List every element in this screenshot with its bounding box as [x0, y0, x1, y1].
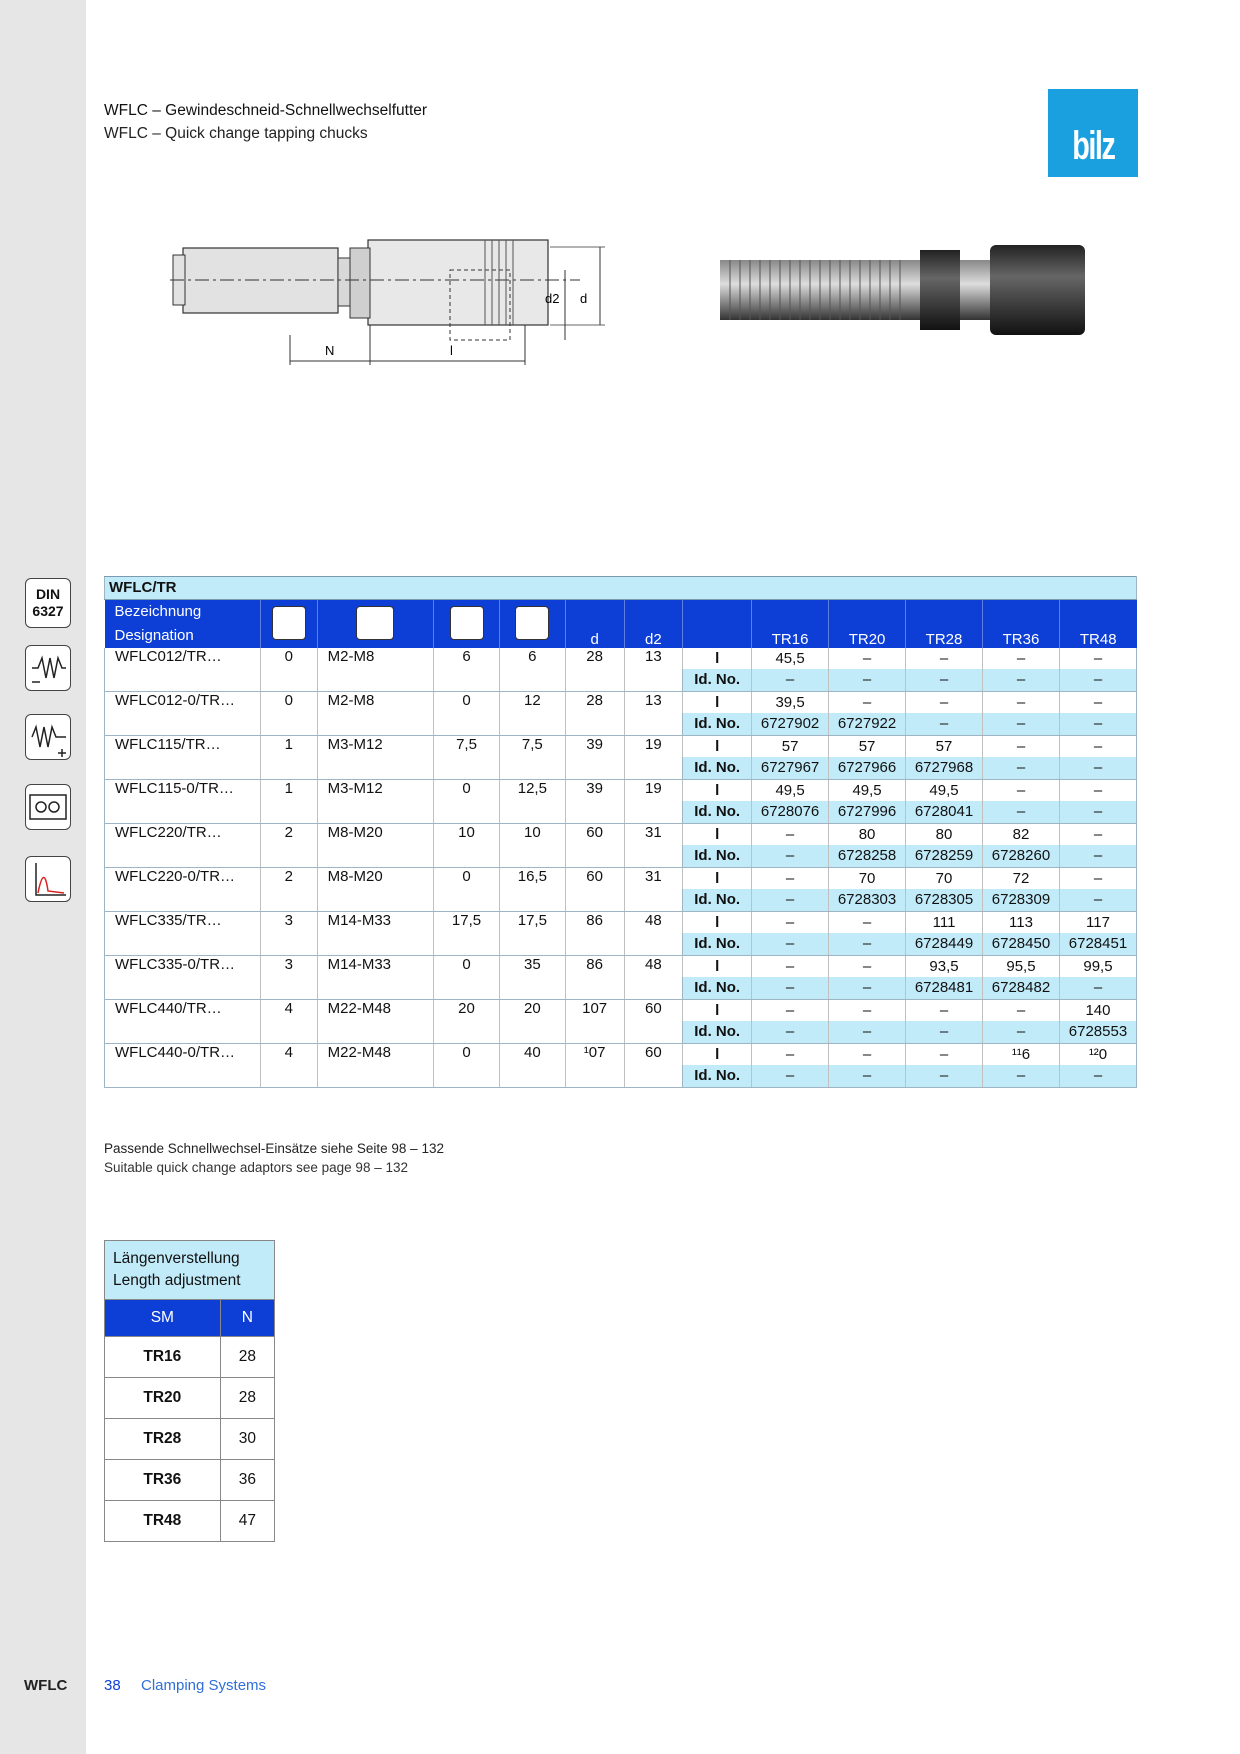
id-no-value: 6728259 — [906, 845, 983, 867]
footer-section: WFLC — [24, 1677, 68, 1694]
length-label: l — [683, 911, 752, 933]
id-no-value: – — [829, 933, 906, 955]
size-cell: 0 — [260, 691, 317, 735]
length-row — [105, 1378, 275, 1419]
length-value: – — [1059, 823, 1136, 845]
d-cell: 107 — [565, 999, 624, 1043]
id-no-label: Id. No. — [683, 845, 752, 867]
id-no-value: 6728451 — [1059, 933, 1136, 955]
compression-header — [434, 599, 500, 648]
table-row — [105, 955, 1137, 977]
id-no-value: – — [1059, 889, 1136, 911]
thread-cell: M8-M20 — [317, 867, 433, 911]
size-cell: 2 — [260, 823, 317, 867]
tension-cell: 40 — [499, 1043, 565, 1087]
id-no-value: 6727922 — [829, 713, 906, 735]
id-no-value: – — [1059, 713, 1136, 735]
din-6327-badge — [25, 578, 71, 628]
length-label: l — [683, 1043, 752, 1065]
product-photo — [700, 240, 1100, 360]
id-no-value: 6728076 — [752, 801, 829, 823]
d-dim-label: d — [580, 291, 588, 306]
tr36-header: TR36 — [983, 599, 1060, 648]
length-table-title-row — [105, 1241, 275, 1300]
compression-cell: 0 — [434, 867, 500, 911]
d-cell: 86 — [565, 955, 624, 999]
id-no-label: Id. No. — [683, 933, 752, 955]
size-cell: 3 — [260, 911, 317, 955]
length-value: – — [1059, 691, 1136, 713]
d2-cell: 60 — [624, 999, 683, 1043]
id-no-value: – — [752, 845, 829, 867]
length-value: – — [752, 867, 829, 889]
length-value: 80 — [906, 823, 983, 845]
size-cell: 2 — [260, 867, 317, 911]
length-value: 140 — [1059, 999, 1136, 1021]
length-value: 93,5 — [906, 955, 983, 977]
d2-cell: 19 — [624, 735, 683, 779]
length-value: – — [829, 648, 906, 670]
id-no-value: 6728305 — [906, 889, 983, 911]
id-no-value: – — [829, 1021, 906, 1043]
id-no-value: – — [1059, 757, 1136, 779]
length-value: – — [983, 735, 1060, 757]
length-row — [105, 1337, 275, 1378]
tension-cell: 35 — [499, 955, 565, 999]
id-no-value: – — [752, 933, 829, 955]
thread-cell: M3-M12 — [317, 779, 433, 823]
din-label: DIN — [35, 586, 61, 602]
length-value: 113 — [983, 911, 1060, 933]
title-english: WFLC – Quick change tapping chucks — [104, 125, 368, 142]
compression-cell: 6 — [434, 648, 500, 692]
note-de: Passende Schnellwechsel-Einsätze siehe Seite 98 – 132 — [104, 1141, 444, 1156]
tr16-header: TR16 — [752, 599, 829, 648]
id-no-value: 6727968 — [906, 757, 983, 779]
tap-range-icon — [356, 606, 394, 640]
length-label: l — [683, 999, 752, 1021]
label-header — [683, 599, 752, 648]
id-no-value: 6727967 — [752, 757, 829, 779]
id-no-value: – — [829, 669, 906, 691]
size-cell: 1 — [260, 779, 317, 823]
designation-cell: WFLC220/TR… — [105, 823, 261, 867]
table-row — [105, 735, 1137, 757]
d-header: d — [565, 599, 624, 648]
size-icon-header — [260, 599, 317, 648]
footer-label: Clamping Systems — [141, 1677, 267, 1694]
title-german: WFLC – Gewindeschneid-Schnellwechselfutter — [104, 102, 428, 119]
tension-cell: 6 — [499, 648, 565, 692]
id-no-label: Id. No. — [683, 757, 752, 779]
id-no-label: Id. No. — [683, 1021, 752, 1043]
table-row — [105, 691, 1137, 713]
id-no-value: 6727902 — [752, 713, 829, 735]
d-cell: 60 — [565, 867, 624, 911]
d2-cell: 60 — [624, 1043, 683, 1087]
tension-cell: 20 — [499, 999, 565, 1043]
length-value: 70 — [906, 867, 983, 889]
id-no-value: – — [983, 801, 1060, 823]
length-value: 95,5 — [983, 955, 1060, 977]
table-row — [105, 999, 1137, 1021]
length-value: 57 — [906, 735, 983, 757]
size-cell: 3 — [260, 955, 317, 999]
size-cell: 0 — [260, 648, 317, 692]
length-adjustment-table — [104, 1240, 275, 1542]
id-no-value: – — [983, 713, 1060, 735]
id-no-value: 6728449 — [906, 933, 983, 955]
technical-drawing — [160, 225, 620, 415]
n-dim-label: N — [325, 343, 335, 358]
thread-cell: M22-M48 — [317, 999, 433, 1043]
id-no-value: 6728553 — [1059, 1021, 1136, 1043]
tension-cell: 17,5 — [499, 911, 565, 955]
tension-header — [499, 599, 565, 648]
thread-cell: M2-M8 — [317, 691, 433, 735]
sm-header: SM — [105, 1300, 221, 1337]
length-value: 45,5 — [752, 648, 829, 670]
length-value: – — [983, 999, 1060, 1021]
logo-text: bilz — [1071, 124, 1115, 168]
tension-cell: 12,5 — [499, 779, 565, 823]
tr28-header: TR28 — [906, 599, 983, 648]
id-no-value: – — [906, 713, 983, 735]
id-no-value: – — [906, 669, 983, 691]
table-row — [105, 1043, 1137, 1065]
size-cell: 4 — [260, 1043, 317, 1087]
id-no-value: – — [906, 1065, 983, 1087]
compression-cell: 20 — [434, 999, 500, 1043]
length-value: 57 — [829, 735, 906, 757]
id-no-value: – — [752, 977, 829, 999]
thread-cell: M22-M48 — [317, 1043, 433, 1087]
id-no-value: – — [752, 1021, 829, 1043]
length-value: – — [983, 779, 1060, 801]
id-no-value: 6727966 — [829, 757, 906, 779]
n-cell: 28 — [220, 1378, 274, 1419]
d2-dim-label: d2 — [545, 291, 560, 306]
d2-cell: 19 — [624, 779, 683, 823]
length-value: – — [752, 911, 829, 933]
length-title-en: Length adjustment — [113, 1272, 241, 1289]
compression-icon — [25, 645, 71, 691]
id-no-value: – — [829, 1065, 906, 1087]
length-value: – — [983, 691, 1060, 713]
d-cell: 39 — [565, 735, 624, 779]
page-heading — [104, 102, 427, 143]
table-title: WFLC/TR — [105, 577, 1137, 600]
length-label: l — [683, 691, 752, 713]
n-cell: 30 — [220, 1419, 274, 1460]
compression-col-icon — [450, 606, 484, 640]
length-value: – — [829, 1043, 906, 1065]
length-row — [105, 1460, 275, 1501]
product-table — [104, 576, 1137, 1088]
id-no-value: – — [1059, 669, 1136, 691]
id-no-label: Id. No. — [683, 1065, 752, 1087]
designation-cell: WFLC440-0/TR… — [105, 1043, 261, 1087]
n-header: N — [220, 1300, 274, 1337]
designation-cell: WFLC220-0/TR… — [105, 867, 261, 911]
length-value: 49,5 — [829, 779, 906, 801]
designation-cell: WFLC115-0/TR… — [105, 779, 261, 823]
size-cell: 4 — [260, 999, 317, 1043]
designation-cell: WFLC012/TR… — [105, 648, 261, 692]
d2-cell: 48 — [624, 955, 683, 999]
length-value: 111 — [906, 911, 983, 933]
quick-change-icon — [25, 784, 71, 830]
id-no-label: Id. No. — [683, 801, 752, 823]
length-value: ¹¹6 — [983, 1043, 1060, 1065]
sm-cell: TR36 — [105, 1460, 221, 1501]
d2-header: d2 — [624, 599, 683, 648]
length-row — [105, 1419, 275, 1460]
length-label: l — [683, 867, 752, 889]
designation-header — [105, 599, 261, 648]
length-table-title — [105, 1241, 275, 1300]
d2-cell: 31 — [624, 823, 683, 867]
thread-cell: M3-M12 — [317, 735, 433, 779]
d2-cell: 48 — [624, 911, 683, 955]
tension-cell: 7,5 — [499, 735, 565, 779]
thread-cell: M14-M33 — [317, 911, 433, 955]
id-no-label: Id. No. — [683, 669, 752, 691]
force-length-icon — [25, 856, 71, 902]
length-value: ¹²0 — [1059, 1043, 1136, 1065]
n-cell: 47 — [220, 1501, 274, 1542]
length-value: – — [829, 911, 906, 933]
id-no-value: 6728309 — [983, 889, 1060, 911]
l-dim-label: l — [450, 343, 453, 358]
id-no-value: 6728303 — [829, 889, 906, 911]
length-value: – — [752, 999, 829, 1021]
designation-en: Designation — [114, 626, 194, 644]
id-no-label: Id. No. — [683, 977, 752, 999]
designation-cell: WFLC335-0/TR… — [105, 955, 261, 999]
designation-cell: WFLC335/TR… — [105, 911, 261, 955]
id-no-value: – — [983, 757, 1060, 779]
id-no-value: – — [1059, 801, 1136, 823]
designation-cell: WFLC012-0/TR… — [105, 691, 261, 735]
length-label: l — [683, 735, 752, 757]
length-value: – — [829, 999, 906, 1021]
length-value: 49,5 — [906, 779, 983, 801]
note-en: Suitable quick change adaptors see page 98 – 132 — [104, 1160, 408, 1175]
length-value: – — [829, 955, 906, 977]
footer-page-number: 38 — [104, 1677, 121, 1694]
length-value: 72 — [983, 867, 1060, 889]
tension-cell: 16,5 — [499, 867, 565, 911]
d-cell: 60 — [565, 823, 624, 867]
n-cell: 36 — [220, 1460, 274, 1501]
id-no-value: – — [829, 977, 906, 999]
length-value: 39,5 — [752, 691, 829, 713]
d-cell: 86 — [565, 911, 624, 955]
table-title-row — [105, 577, 1137, 600]
compression-cell: 0 — [434, 691, 500, 735]
tension-cell: 10 — [499, 823, 565, 867]
designation-cell: WFLC115/TR… — [105, 735, 261, 779]
id-no-value: 6728260 — [983, 845, 1060, 867]
thread-icon-header — [317, 599, 433, 648]
id-no-value: – — [752, 1065, 829, 1087]
d-cell: ¹07 — [565, 1043, 624, 1087]
thread-cell: M14-M33 — [317, 955, 433, 999]
d2-cell: 31 — [624, 867, 683, 911]
compression-cell: 10 — [434, 823, 500, 867]
adaptor-note — [104, 1139, 444, 1177]
compression-cell: 0 — [434, 779, 500, 823]
table-row — [105, 867, 1137, 889]
length-value: – — [906, 648, 983, 670]
tension-cell: 12 — [499, 691, 565, 735]
length-value: – — [983, 648, 1060, 670]
d-cell: 39 — [565, 779, 624, 823]
table-row — [105, 823, 1137, 845]
id-no-value: – — [983, 669, 1060, 691]
d-cell: 28 — [565, 691, 624, 735]
d2-cell: 13 — [624, 648, 683, 692]
din-number: 6327 — [32, 603, 64, 619]
length-label: l — [683, 779, 752, 801]
designation-de: Bezeichnung — [114, 602, 202, 620]
id-no-value: – — [983, 1021, 1060, 1043]
chuck-size-icon — [272, 606, 306, 640]
sm-cell: TR20 — [105, 1378, 221, 1419]
thread-cell: M8-M20 — [317, 823, 433, 867]
length-value: 70 — [829, 867, 906, 889]
id-no-value: – — [752, 889, 829, 911]
tr20-header: TR20 — [829, 599, 906, 648]
tension-col-icon — [515, 606, 549, 640]
length-table-header — [105, 1300, 275, 1337]
length-value: 57 — [752, 735, 829, 757]
length-value: – — [752, 955, 829, 977]
length-value: – — [1059, 735, 1136, 757]
designation-cell: WFLC440/TR… — [105, 999, 261, 1043]
length-value: – — [829, 691, 906, 713]
length-value: 82 — [983, 823, 1060, 845]
length-value: – — [906, 999, 983, 1021]
id-no-label: Id. No. — [683, 889, 752, 911]
compression-cell: 7,5 — [434, 735, 500, 779]
size-cell: 1 — [260, 735, 317, 779]
id-no-value: 6728258 — [829, 845, 906, 867]
table-row — [105, 648, 1137, 670]
length-value: – — [1059, 867, 1136, 889]
length-row — [105, 1501, 275, 1542]
bilz-logo — [1048, 89, 1138, 177]
table-row — [105, 911, 1137, 933]
compression-cell: 17,5 — [434, 911, 500, 955]
length-value: – — [906, 1043, 983, 1065]
d2-cell: 13 — [624, 691, 683, 735]
table-row — [105, 779, 1137, 801]
id-no-value: – — [1059, 977, 1136, 999]
length-value: – — [752, 823, 829, 845]
id-no-label: Id. No. — [683, 713, 752, 735]
sm-cell: TR48 — [105, 1501, 221, 1542]
compression-cell: 0 — [434, 1043, 500, 1087]
length-value: – — [1059, 648, 1136, 670]
length-value: – — [752, 1043, 829, 1065]
length-value: 80 — [829, 823, 906, 845]
id-no-value: 6727996 — [829, 801, 906, 823]
compression-cell: 0 — [434, 955, 500, 999]
n-cell: 28 — [220, 1337, 274, 1378]
id-no-value: – — [1059, 1065, 1136, 1087]
sm-cell: TR16 — [105, 1337, 221, 1378]
length-value: 117 — [1059, 911, 1136, 933]
length-value: 49,5 — [752, 779, 829, 801]
id-no-value: 6728041 — [906, 801, 983, 823]
id-no-value: 6728450 — [983, 933, 1060, 955]
table-header-row — [105, 599, 1137, 648]
length-label: l — [683, 955, 752, 977]
length-label: l — [683, 648, 752, 670]
length-title-de: Längenverstellung — [113, 1250, 240, 1267]
tr48-header: TR48 — [1059, 599, 1136, 648]
id-no-value: – — [906, 1021, 983, 1043]
id-no-value: – — [983, 1065, 1060, 1087]
tension-icon — [25, 714, 71, 760]
d-cell: 28 — [565, 648, 624, 692]
length-value: – — [906, 691, 983, 713]
length-label: l — [683, 823, 752, 845]
id-no-value: 6728481 — [906, 977, 983, 999]
id-no-value: – — [752, 669, 829, 691]
length-value: 99,5 — [1059, 955, 1136, 977]
id-no-value: – — [1059, 845, 1136, 867]
id-no-value: 6728482 — [983, 977, 1060, 999]
thread-cell: M2-M8 — [317, 648, 433, 692]
sm-cell: TR28 — [105, 1419, 221, 1460]
length-value: – — [1059, 779, 1136, 801]
